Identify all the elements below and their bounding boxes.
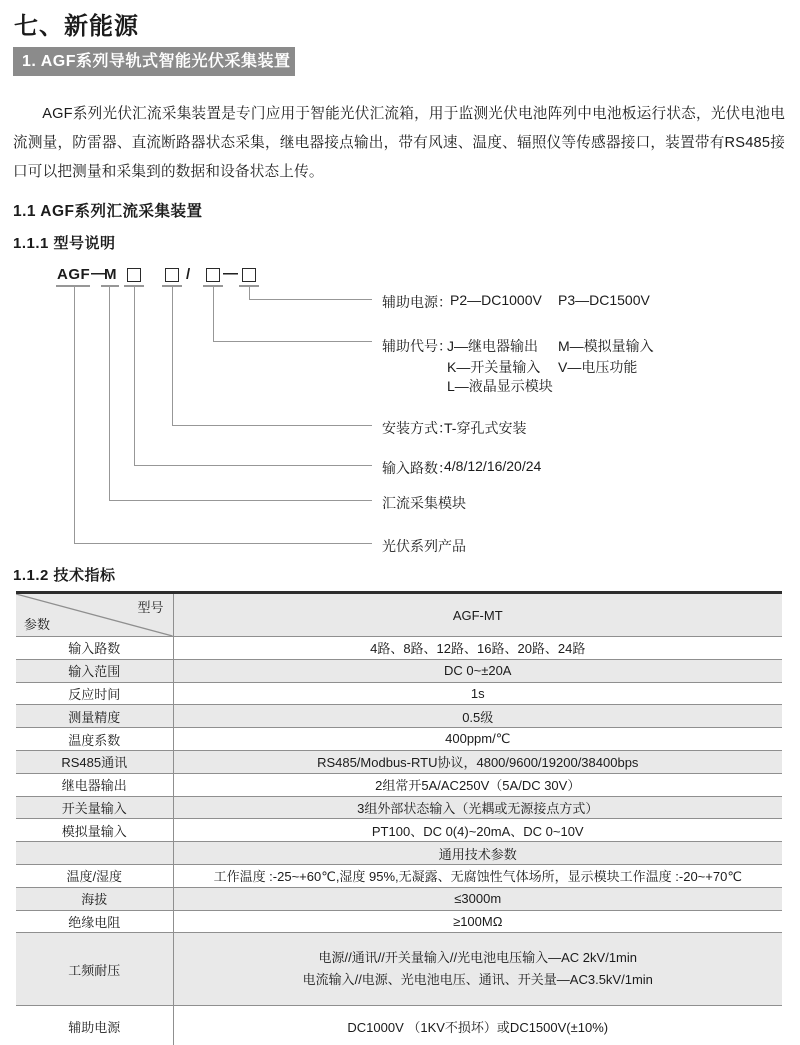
table-row xyxy=(16,819,782,842)
table-row xyxy=(16,1006,782,1045)
table-row xyxy=(16,933,782,1006)
connector-line xyxy=(172,425,372,426)
connector-line xyxy=(249,299,372,300)
tick-line xyxy=(56,285,90,287)
value-cell: 1s xyxy=(173,682,782,705)
routes-value: 4/8/12/16/20/24 xyxy=(444,458,542,474)
value-cell: 通用技术参数 xyxy=(173,842,782,865)
value-cell: DC1000V （1KV不损坏）或DC1500V(±10%) xyxy=(347,1019,609,1035)
value-cell: PT100、DC 0(4)~20mA、DC 0~10V xyxy=(173,819,782,842)
value-line-1: 电源//通讯//开关量输入//光电池电压输入—AC 2kV/1min xyxy=(318,950,638,966)
aux-power-option-p2: P2—DC1000V xyxy=(450,292,542,308)
aux-code-label: 辅助代号： xyxy=(382,338,452,354)
model-code-box-routes xyxy=(127,268,141,282)
table-row-general-params xyxy=(16,842,782,865)
spec-table xyxy=(16,591,782,1045)
value-cell: ≥100MΩ xyxy=(173,910,782,933)
param-cell: 温度/湿度 xyxy=(16,864,173,887)
param-cell: 反应时间 xyxy=(16,682,173,705)
value-cell: 4路、8路、12路、16路、20路、24路 xyxy=(173,637,782,660)
param-cell: 温度系数 xyxy=(16,728,173,751)
param-cell: 工频耐压 xyxy=(16,933,173,1006)
param-cell: 海拔 xyxy=(16,887,173,910)
mount-label: 安装方式： xyxy=(382,420,452,436)
aux-code-option-m: M—模拟量输入 xyxy=(558,338,654,354)
aux-code-option-j: J—继电器输出 xyxy=(447,338,538,354)
param-cell: 开关量输入 xyxy=(16,796,173,819)
value-cell: DC 0~±20A xyxy=(173,659,782,682)
param-cell: 输入路数 xyxy=(16,637,173,660)
table-row xyxy=(16,910,782,933)
table-header-row xyxy=(16,593,782,637)
connector-line xyxy=(134,287,135,465)
param-cell: 继电器输出 xyxy=(16,773,173,796)
connector-line xyxy=(74,543,372,544)
param-cell: RS485通讯 xyxy=(16,750,173,773)
connector-line xyxy=(74,287,75,543)
module-label: 汇流采集模块 xyxy=(382,495,466,511)
table-row xyxy=(16,728,782,751)
model-code-series: AGF xyxy=(57,266,91,283)
model-code-box-mount xyxy=(165,268,179,282)
model-code-box-auxpower xyxy=(242,268,256,282)
connector-line xyxy=(109,500,372,501)
mount-value: T-穿孔式安装 xyxy=(444,420,527,436)
connector-line xyxy=(249,287,250,299)
section-banner: 1. AGF系列导轨式智能光伏采集装置 xyxy=(13,47,295,76)
value-cell: 0.5级 xyxy=(173,705,782,728)
table-corner-cell xyxy=(16,593,173,637)
routes-label: 输入路数： xyxy=(382,460,452,476)
model-code-slash: / xyxy=(186,266,191,283)
table-row xyxy=(16,887,782,910)
value-cell xyxy=(173,933,782,1006)
corner-label-model: 型号 xyxy=(137,600,164,615)
table-row xyxy=(16,705,782,728)
product-label: 光伏系列产品 xyxy=(382,538,466,554)
connector-line xyxy=(109,287,110,500)
heading-1-1: 1.1 AGF系列汇流采集装置 xyxy=(13,203,203,220)
heading-1-1-1: 1.1.1 型号说明 xyxy=(13,235,116,252)
corner-label-param: 参数 xyxy=(24,617,51,632)
heading-1-1-2: 1.1.2 技术指标 xyxy=(13,567,116,584)
aux-power-option-p3: P3—DC1500V xyxy=(558,292,650,308)
connector-line xyxy=(172,287,173,425)
table-row xyxy=(16,864,782,887)
table-row xyxy=(16,659,782,682)
aux-code-option-l: L—液晶显示模块 xyxy=(447,378,553,394)
value-cell: 400ppm/℃ xyxy=(173,728,782,751)
table-row xyxy=(16,773,782,796)
table-row xyxy=(16,750,782,773)
value-cell: ≤3000m xyxy=(173,887,782,910)
connector-line xyxy=(134,465,372,466)
aux-power-label: 辅助电源： xyxy=(382,294,452,310)
aux-code-option-v: V—电压功能 xyxy=(558,359,638,375)
table-row xyxy=(16,796,782,819)
param-cell: 输入范围 xyxy=(16,659,173,682)
model-code-module-letter: M xyxy=(104,266,117,283)
connector-line xyxy=(213,341,372,342)
param-cell xyxy=(16,842,173,865)
model-header-cell: AGF-MT xyxy=(173,593,782,637)
model-code-dash: — xyxy=(91,265,107,282)
value-cell: 工作温度 :-25~+60℃,湿度 95%,无凝露、无腐蚀性气体场所，显示模块工作温度 :-20~+70℃ xyxy=(173,864,782,887)
value-cell: RS485/Modbus-RTU协议，4800/9600/19200/38400bps xyxy=(173,750,782,773)
value-line-2: 电流输入//电源、光电池电压、通讯、开关量—AC3.5kV/1min xyxy=(302,972,653,988)
param-cell: 辅助电源 xyxy=(16,1006,173,1045)
intro-paragraph: AGF系列光伏汇流采集装置是专门应用于智能光伏汇流箱，用于监测光伏电池阵列中电池板运行状态，光伏电池电流测量，防雷器、直流断路器状态采集，继电器接点输出，带有风速、温度、辐照仪等传感器接口，装置带有RS485接口可以把测量和采集到的数据和设备状态上传。 xyxy=(13,106,785,180)
model-code-box-auxcode xyxy=(206,268,220,282)
param-cell: 模拟量输入 xyxy=(16,819,173,842)
value-cell: 3组外部状态输入（光耦或无源接点方式） xyxy=(173,796,782,819)
value-cell: 2组常开5A/AC250V（5A/DC 30V） xyxy=(173,773,782,796)
page-title: 七、新能源 xyxy=(14,13,139,40)
param-cell: 测量精度 xyxy=(16,705,173,728)
param-cell: 绝缘电阻 xyxy=(16,910,173,933)
model-code-dash: — xyxy=(223,265,239,282)
connector-line xyxy=(213,287,214,341)
table-row xyxy=(16,637,782,660)
aux-code-option-k: K—开关量输入 xyxy=(447,359,541,375)
table-row xyxy=(16,682,782,705)
